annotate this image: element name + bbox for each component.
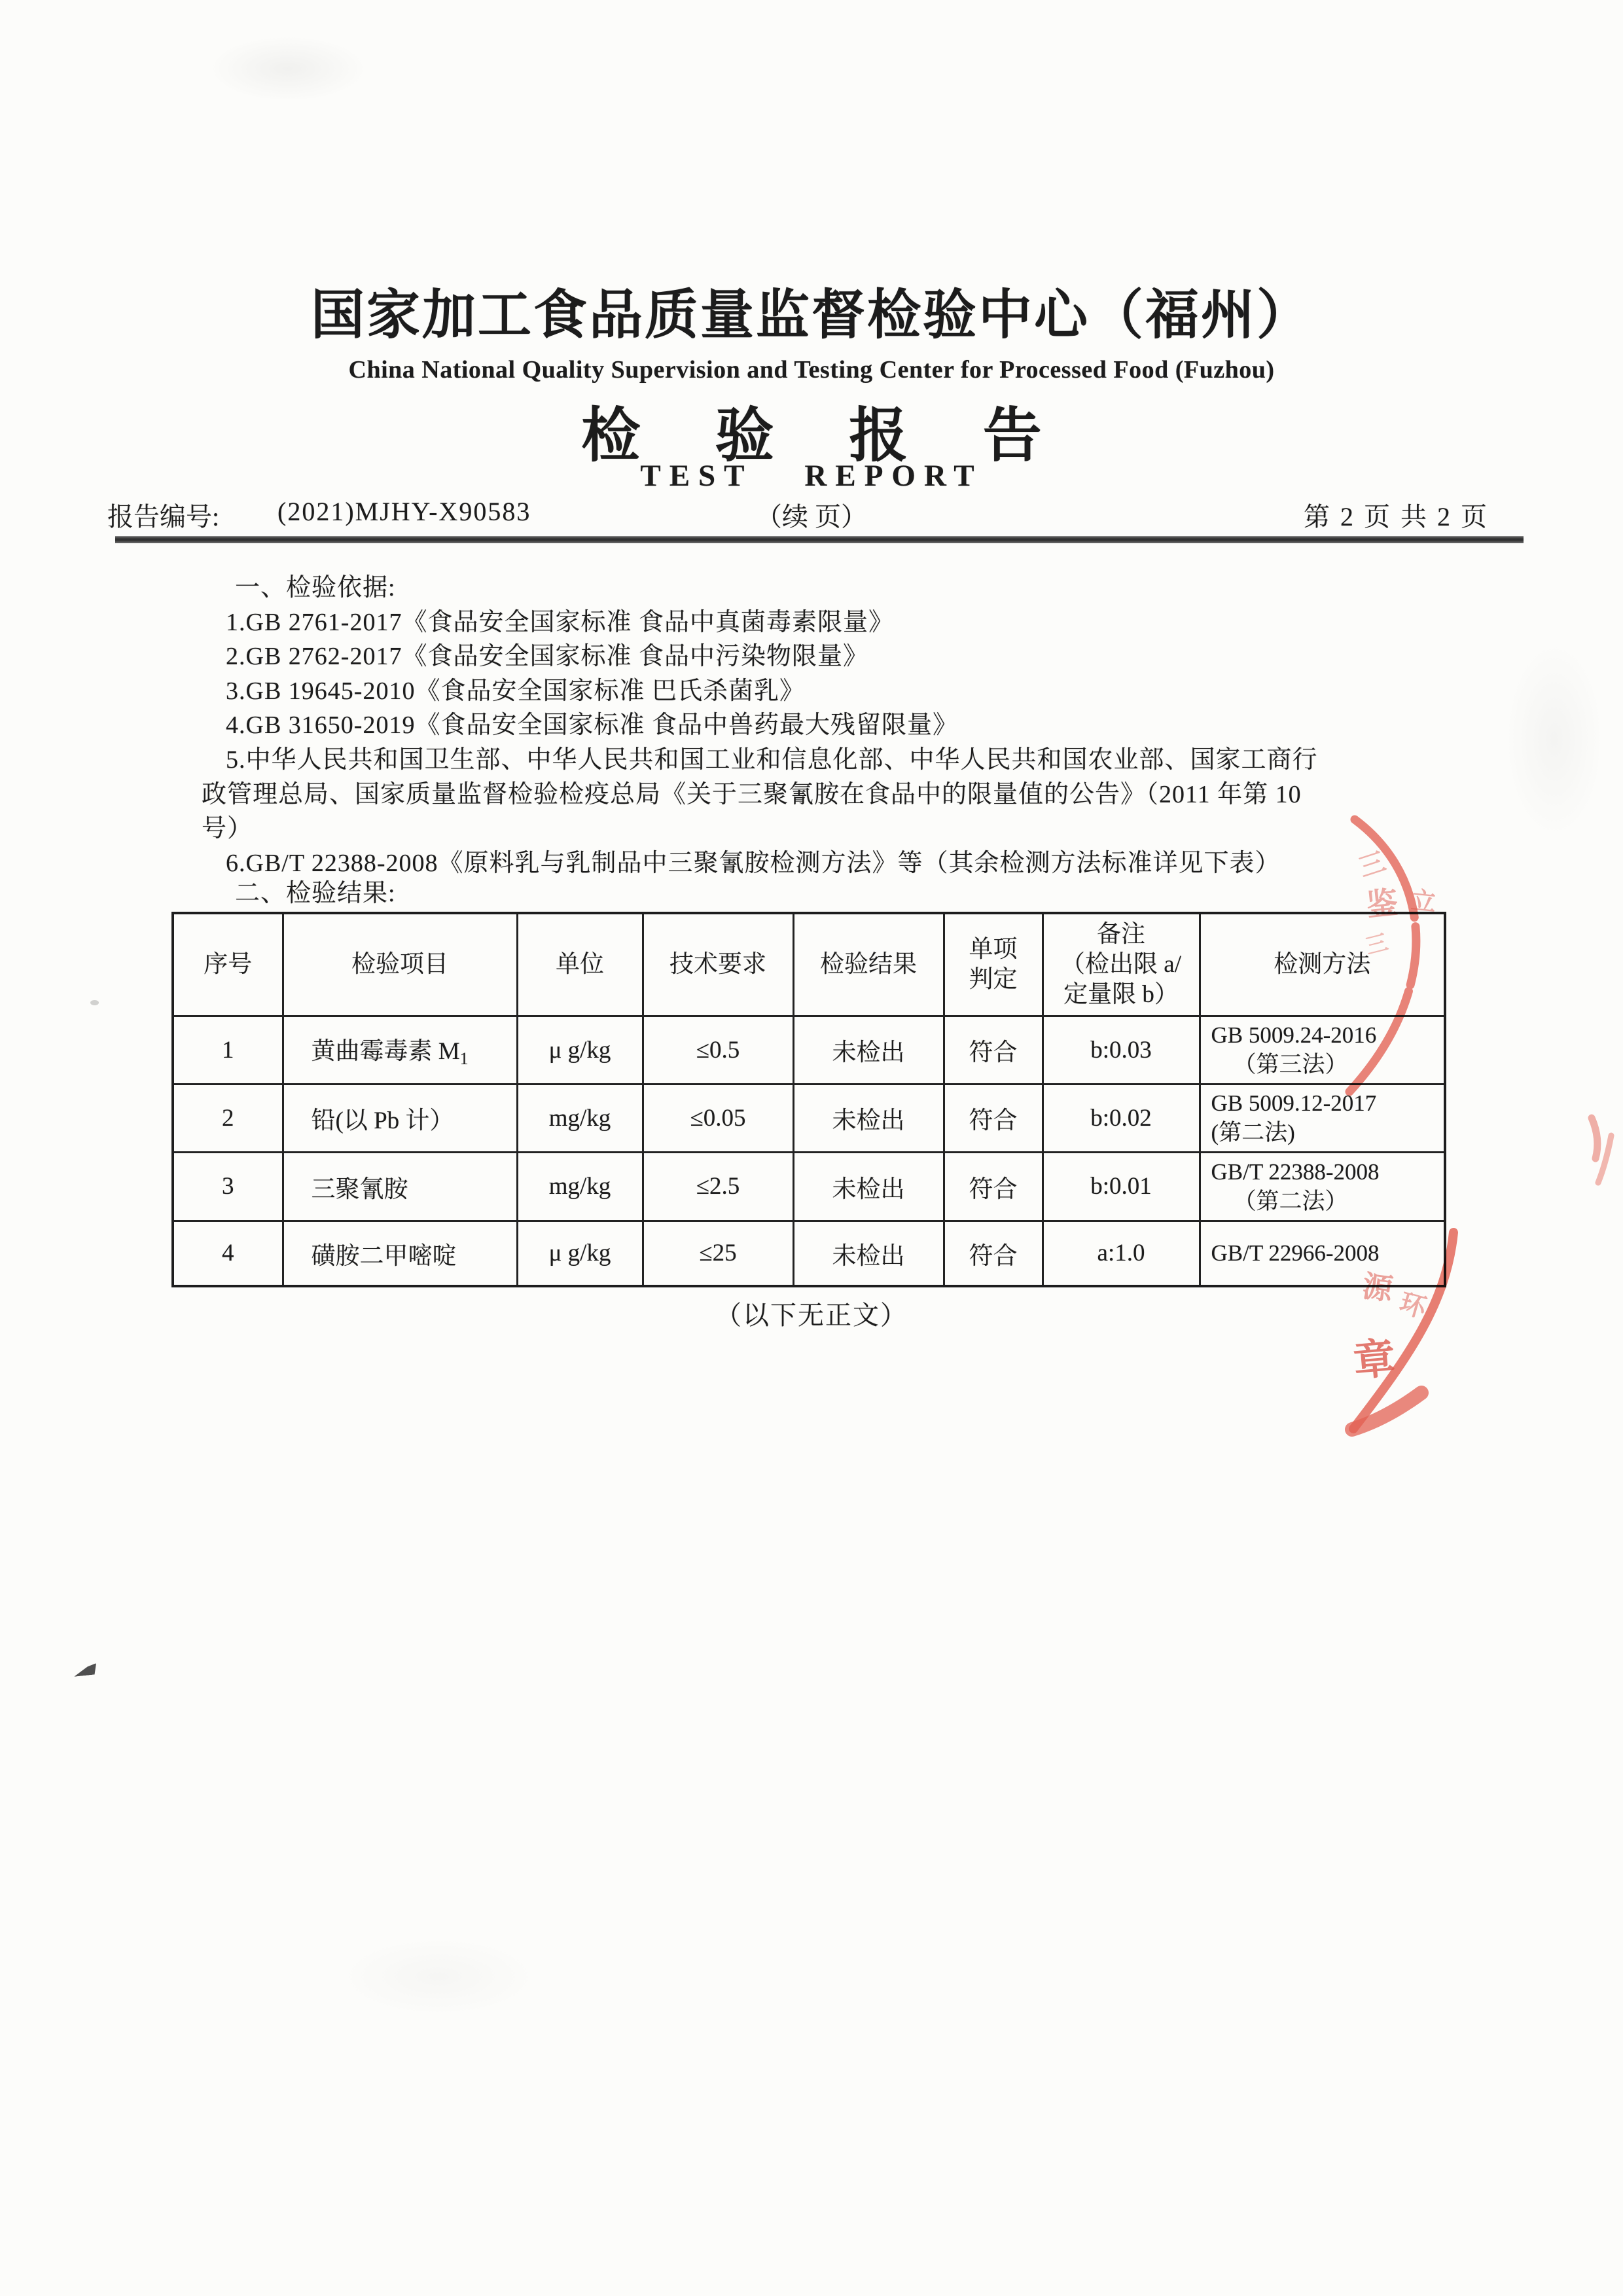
table-cell: 未检出 xyxy=(793,1016,944,1084)
basis-line: 1.GB 2761-2017《食品安全国家标准 食品中真菌毒素限量》 xyxy=(226,608,894,636)
table-header-cell: 检验项目 xyxy=(283,913,517,1016)
table-cell: 三聚氰胺 xyxy=(283,1152,517,1221)
report-no-label: 报告编号: xyxy=(107,502,220,531)
inspection-basis-section xyxy=(202,571,1417,883)
seal-text-fragment: 源 xyxy=(1360,1269,1395,1307)
table-cell: 2 xyxy=(173,1084,283,1152)
table-cell: 符合 xyxy=(944,1221,1043,1286)
table-cell: 黄曲霉毒素 $M_1$ xyxy=(283,1016,517,1084)
table-cell: 磺胺二甲嘧啶 xyxy=(283,1221,517,1286)
table-cell: ≤0.05 xyxy=(643,1084,793,1152)
basis-heading: 一、检验依据: xyxy=(235,574,396,601)
basis-line: 2.GB 2762-2017《食品安全国家标准 食品中污染物限量》 xyxy=(226,643,868,671)
table-cell: b:0.01 xyxy=(1043,1152,1200,1221)
scan-speck xyxy=(90,1000,99,1005)
table-header-cell: 技术要求 xyxy=(643,913,793,1016)
table-cell: μ g/kg xyxy=(517,1221,643,1286)
basis-line: 政管理总局、国家质量监督检验检疫总局《关于三聚氰胺在食品中的限量值的公告》（2011 年第 10 xyxy=(202,780,1302,808)
seal-text-fragment: 环 xyxy=(1396,1287,1430,1323)
basis-line: 3.GB 19645-2010《食品安全国家标准 巴氏杀菌乳》 xyxy=(226,677,805,705)
seal-edge-fragment xyxy=(1592,1118,1597,1158)
continuation-page-note: （续 页） xyxy=(756,502,867,531)
basis-line: 6.GB/T 22388-2008《原料乳与乳制品中三聚氰胺检测方法》等（其余检测方法标准详见下表） xyxy=(226,849,1281,877)
table-cell: GB 5009.12-2017 (第二法) xyxy=(1200,1084,1445,1152)
org-title-cn: 国家加工食品质量监督检验中心（福州） xyxy=(310,285,1312,345)
table-header-cell: 单项 判定 xyxy=(944,913,1043,1016)
table-cell: 4 xyxy=(173,1221,283,1286)
table-header-cell: 序号 xyxy=(173,913,283,1016)
table-cell: 未检出 xyxy=(793,1084,944,1152)
table-header-cell: 单位 xyxy=(517,913,643,1016)
org-title-en: China National Quality Supervision and Testing Center for Processed Food (Fuzhou) xyxy=(348,356,1275,384)
basis-line: 4.GB 31650-2019《食品安全国家标准 食品中兽药最大残留限量》 xyxy=(226,711,958,740)
table-cell: mg/kg xyxy=(517,1152,643,1221)
table-cell: ≤25 xyxy=(643,1221,793,1286)
report-title-en: TEST REPORT xyxy=(640,459,983,493)
table-cell: 1 xyxy=(173,1016,283,1084)
end-of-text-note: （以下无正文） xyxy=(715,1300,908,1330)
table-cell: GB 5009.24-2016 （第三法） xyxy=(1200,1016,1445,1084)
table-cell: 符合 xyxy=(944,1016,1043,1084)
page-number-info: 第 2 页 共 2 页 xyxy=(1304,502,1489,531)
table-cell: 3 xyxy=(173,1152,283,1221)
table-cell: b:0.03 xyxy=(1043,1016,1200,1084)
results-table xyxy=(171,912,1446,1287)
table-header-cell: 检测方法 xyxy=(1200,913,1445,1016)
seal-text-fragment: 三 xyxy=(1355,846,1389,883)
report-meta-row xyxy=(0,496,1623,533)
scan-smudge xyxy=(340,1937,537,2016)
report-title-cn: 检 验 报 告 xyxy=(581,404,1072,469)
table-header-row xyxy=(173,913,1445,1016)
table-cell: ≤0.5 xyxy=(643,1016,793,1084)
seal-text-fragment: 鉴 xyxy=(1364,886,1400,924)
scan-smudge xyxy=(209,36,366,101)
table-row xyxy=(173,1152,1445,1221)
table-cell: GB/T 22388-2008 （第二法） xyxy=(1200,1152,1445,1221)
table-cell: mg/kg xyxy=(517,1084,643,1152)
report-no-value: (2021)MJHY-X90583 xyxy=(277,497,531,526)
table-cell: 符合 xyxy=(944,1152,1043,1221)
table-cell: 铅(以 Pb 计） xyxy=(283,1084,517,1152)
table-cell: 未检出 xyxy=(793,1221,944,1286)
table-row xyxy=(173,1221,1445,1286)
scan-artifact-mark xyxy=(73,1663,98,1677)
table-cell: 未检出 xyxy=(793,1152,944,1221)
seal-text-fragment: 三 xyxy=(1363,930,1391,960)
table-cell: a:1.0 xyxy=(1043,1221,1200,1286)
results-heading: 二、检验结果: xyxy=(235,880,396,907)
seal-text-fragment: 立 xyxy=(1410,887,1438,917)
table-cell: GB/T 22966-2008 xyxy=(1200,1221,1445,1286)
table-row xyxy=(173,1016,1445,1084)
table-row xyxy=(173,1084,1445,1152)
seal-zhang-character: 章 xyxy=(1351,1335,1397,1385)
header-divider-rule xyxy=(115,536,1524,543)
basis-line: 号） xyxy=(202,815,253,843)
table-cell: b:0.02 xyxy=(1043,1084,1200,1152)
table-header-cell: 备注 （检出限 a/ 定量限 b） xyxy=(1043,913,1200,1016)
red-paging-seal-stamp xyxy=(1270,779,1623,1473)
table-cell: μ g/kg xyxy=(517,1016,643,1084)
basis-line: 5.中华人民共和国卫生部、中华人民共和国工业和信息化部、中华人民共和国农业部、国家工商行 xyxy=(226,745,1318,774)
table-cell: 符合 xyxy=(944,1084,1043,1152)
table-cell: ≤2.5 xyxy=(643,1152,793,1221)
table-header-cell: 检验结果 xyxy=(793,913,944,1016)
